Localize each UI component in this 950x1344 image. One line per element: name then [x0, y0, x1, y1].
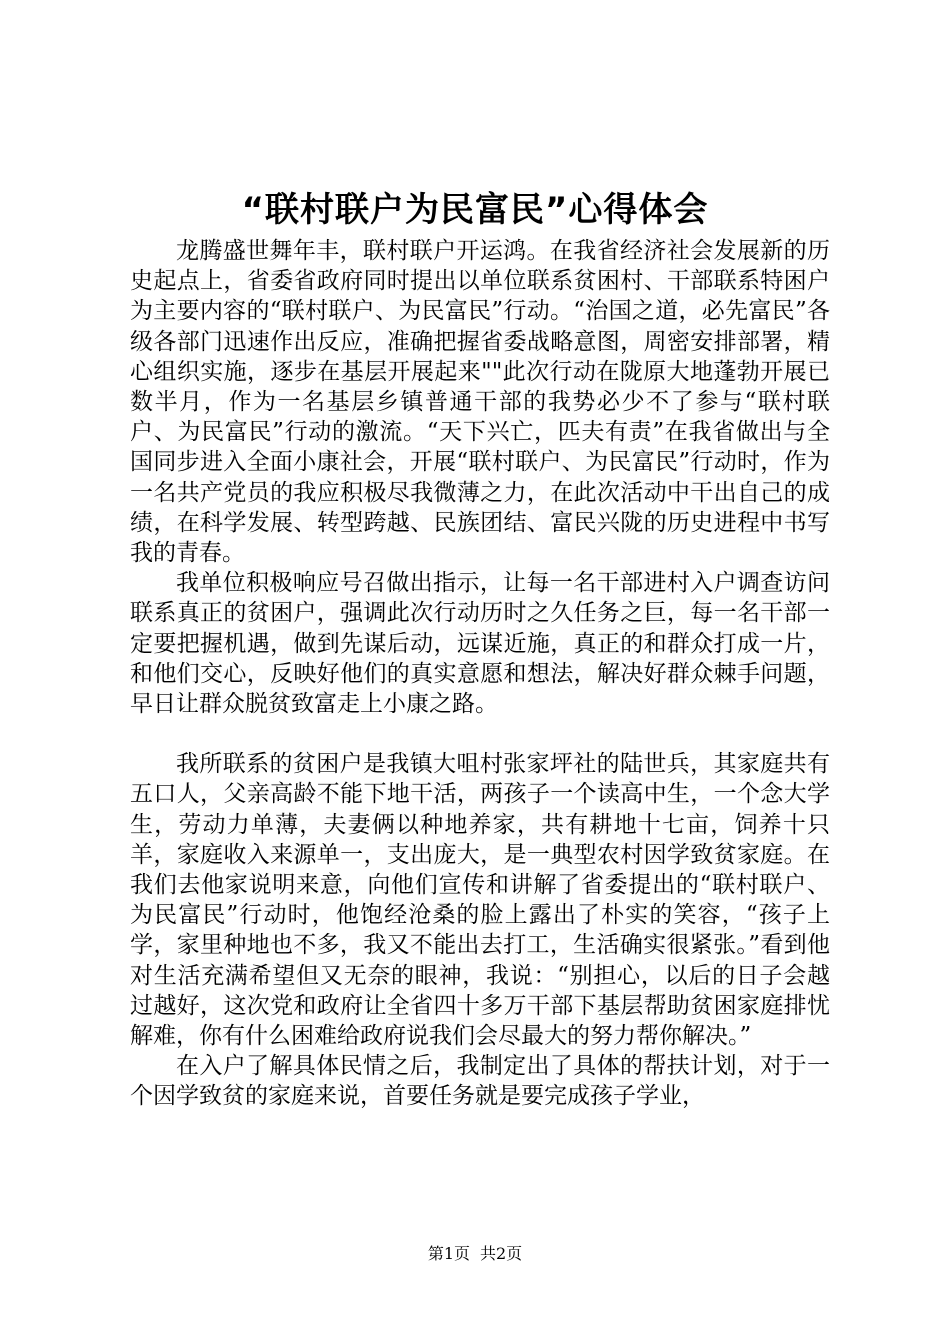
paragraph-intro: 龙腾盛世舞年丰，联村联户开运鸿。在我省经济社会发展新的历史起点上，省委省政府同时提出以单位联系贫困村、干部联系特困户为主要内容的“联村联户、为民富民”行动。“治国之道，必先富民”各级各部门迅速作出反应，准确把握省委战略意图，周密安排部署，精心组织实施，逐步在基层开展起来""此次行动在陇原大地蓬勃开展已数半月，作为一名基层乡镇普通干部的我势必少不了参与“联村联户、为民富民”行动的激流。“天下兴亡，匹夫有责”在我省做出与全国同步进入全面小康社会，开展“联村联户、为民富民”行动时，作为一名共产党员的我应积极尽我微薄之力，在此次活动中干出自己的成绩，在科学发展、转型跨越、民族团结、富民兴陇的历史进程中书写我的青春。 — [130, 238, 830, 567]
paragraph-household-story: 我所联系的贫困户是我镇大咀村张家坪社的陆世兵，其家庭共有五口人，父亲高龄不能下地干活，两孩子一个读高中生，一个念大学生，劳动力单薄，夫妻俩以种地养家，共有耕地十七亩，饲养十只羊，家庭收入来源单一，支出庞大，是一典型农村因学致贫家庭。在我们去他家说明来意，向他们宣传和讲解了省委提出的“联村联户、为民富民”行动时，他饱经沧桑的脸上露出了朴实的笑容，“孩子上学，家里种地也不多，我又不能出去打工，生活确实很紧张。”看到他对生活充满希望但又无奈的眼神，我说：“别担心，以后的日子会越过越好，这次党和政府让全省四十多万干部下基层帮助贫困家庭排忧解难，你有什么困难给政府说我们会尽最大的努力帮你解决。” — [130, 751, 830, 1050]
document-title: “联村联户为民富民”心得体会 — [241, 190, 709, 230]
page-number: 第1页 — [427, 1244, 470, 1263]
page-footer — [0, 1243, 950, 1265]
page-total: 共2页 — [480, 1244, 523, 1263]
document-body — [130, 236, 830, 1112]
paragraph-assistance-plan: 在入户了解具体民情之后，我制定出了具体的帮扶计划，对于一个因学致贫的家庭来说，首要任务就是要完成孩子学业， — [130, 1053, 830, 1110]
paragraph-unit-response: 我单位积极响应号召做出指示，让每一名干部进村入户调查访问联系真正的贫困户，强调此次行动历时之久任务之巨，每一名干部一定要把握机遇，做到先谋后动，远谋近施，真正的和群众打成一片，和他们交心，反映好他们的真实意愿和想法，解决好群众棘手问题，早日让群众脱贫致富走上小康之路。 — [130, 570, 830, 718]
